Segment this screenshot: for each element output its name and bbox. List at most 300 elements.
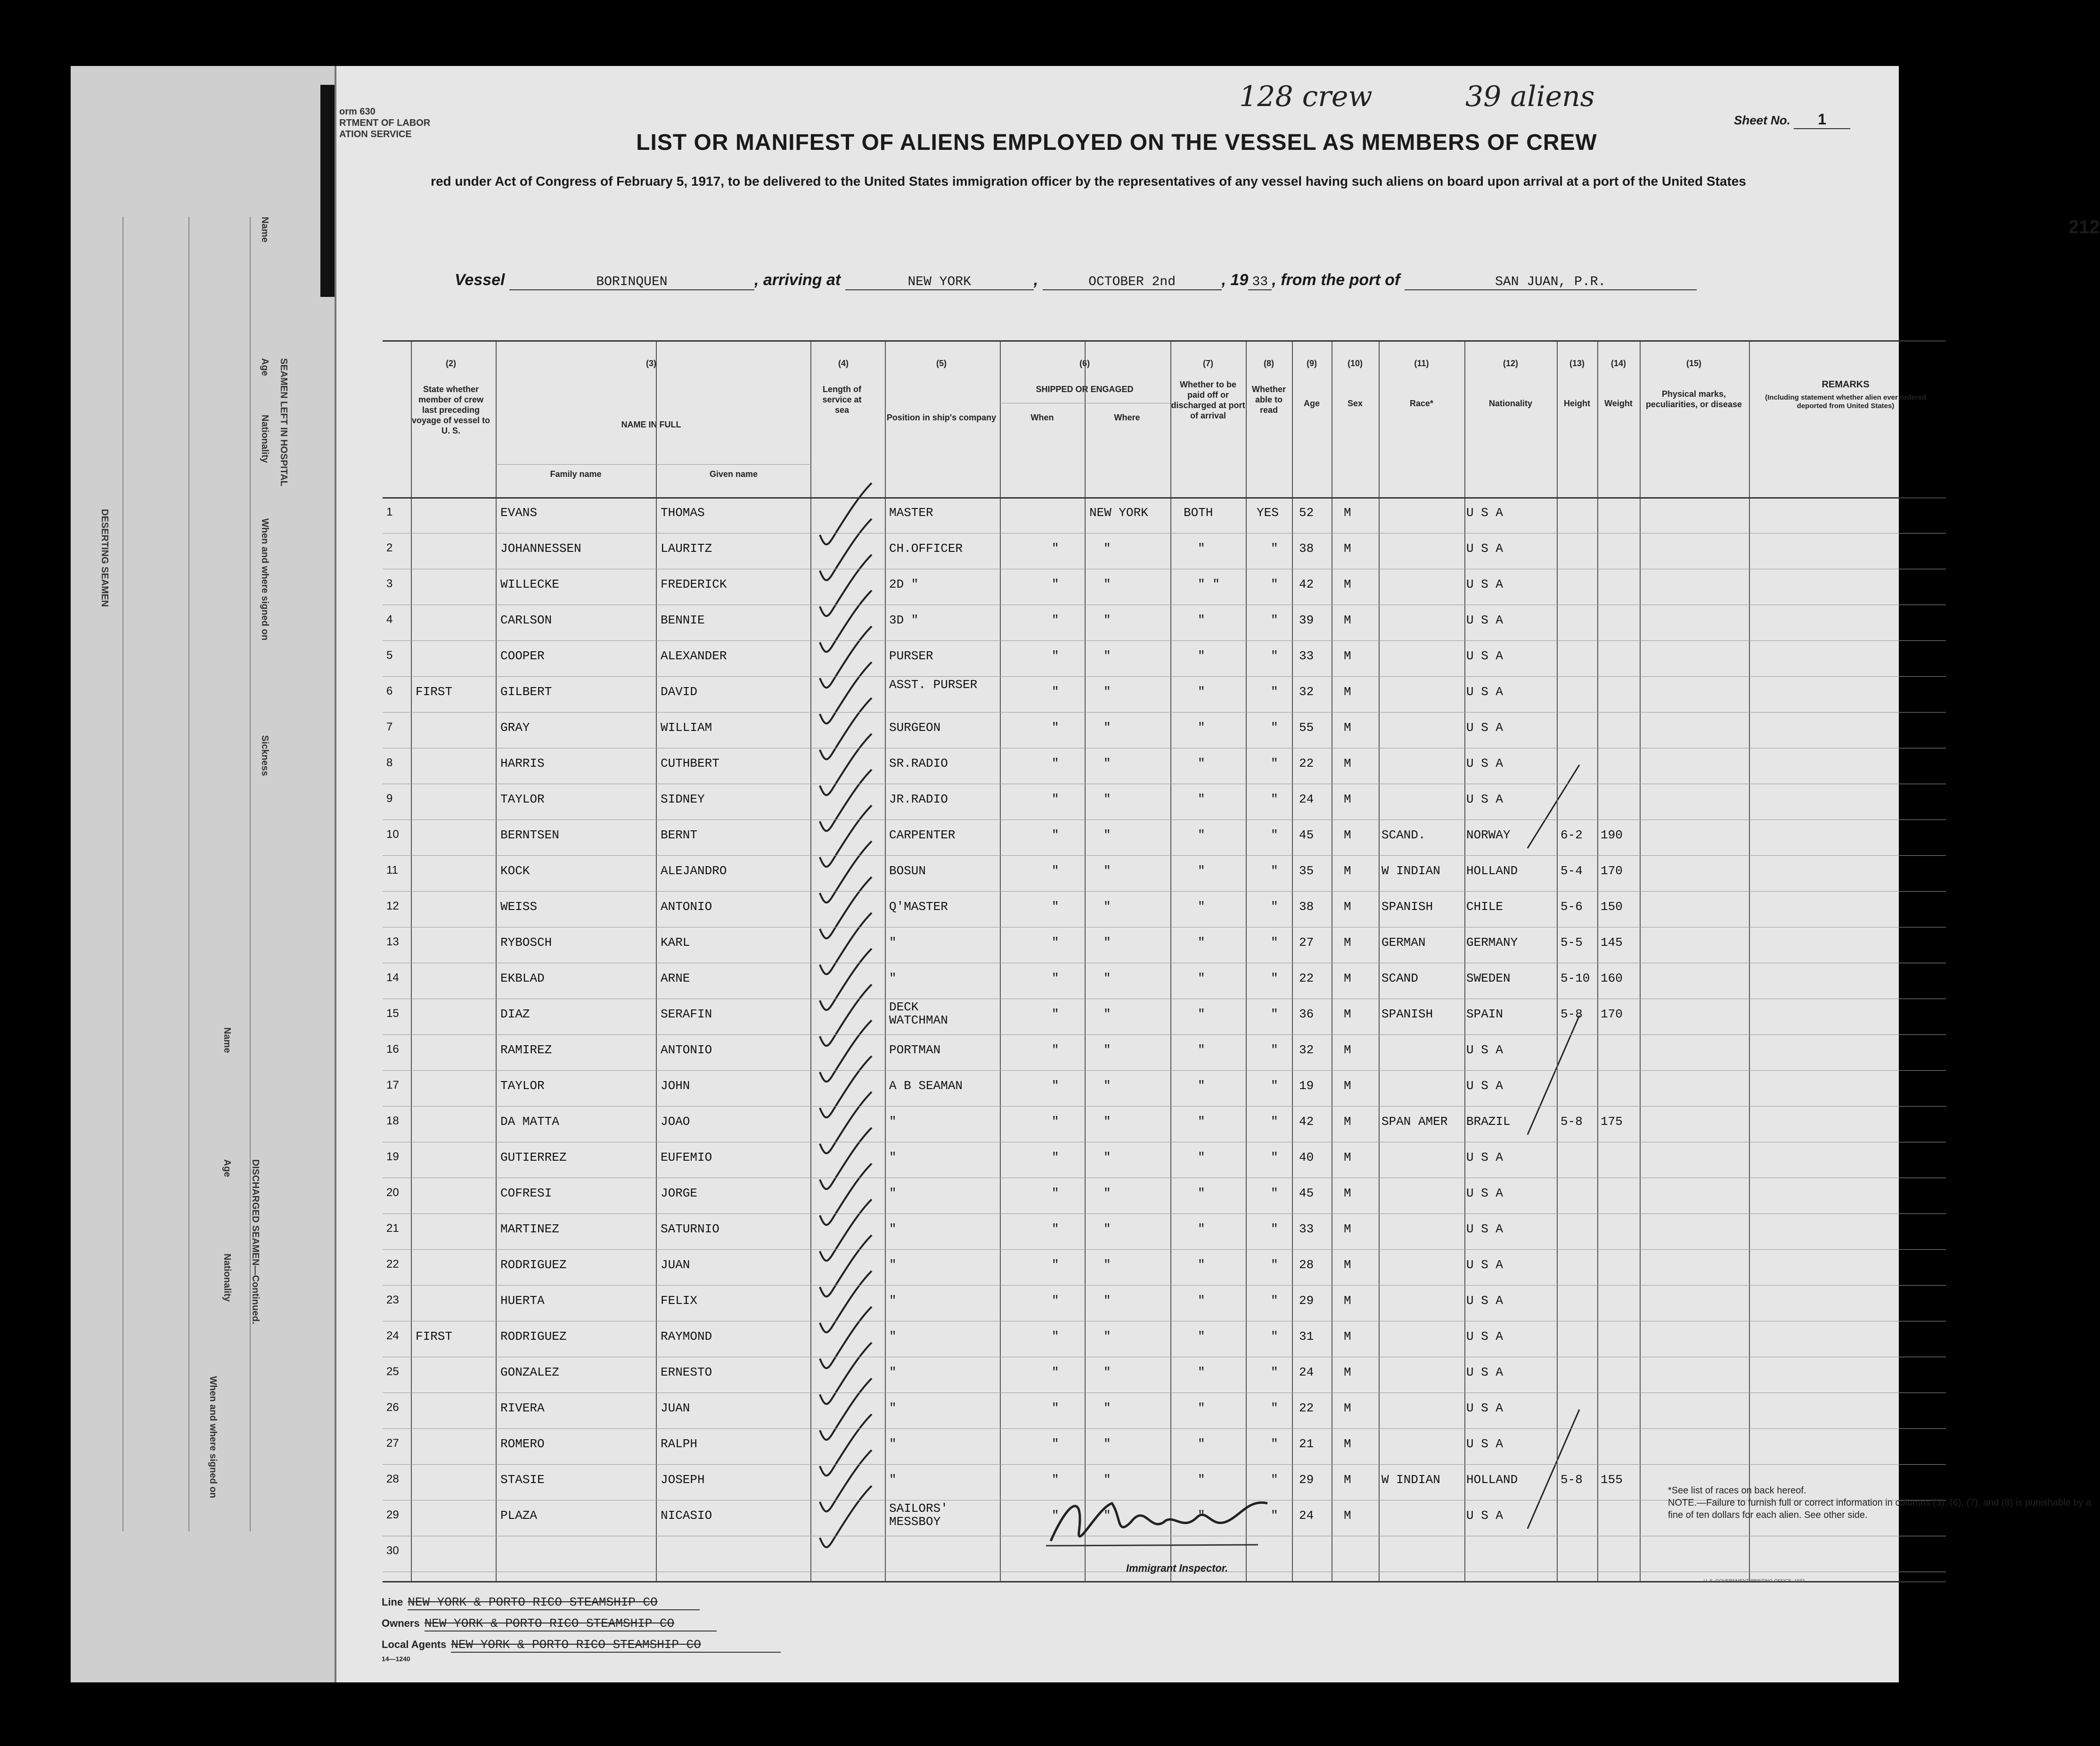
row-rule (383, 1285, 1946, 1286)
col-header-name: NAME IN FULL (621, 420, 681, 429)
check-mark (820, 698, 872, 759)
paid-off-cell: " (1198, 1258, 1205, 1272)
shipped-when-cell: " (1052, 864, 1059, 878)
row-number: 9 (386, 792, 393, 805)
shipped-when-cell: " (1052, 1401, 1059, 1415)
col-header-nationality: Nationality (1488, 399, 1532, 408)
age-cell: 36 (1299, 1007, 1314, 1021)
shipped-where-cell: " (1103, 1043, 1111, 1057)
position-cell: " (889, 1473, 897, 1487)
inspector-signature (1041, 1489, 1277, 1555)
footer-owners: Owners NEW YORK & PORTO RICO STEAMSHIP CO (382, 1616, 717, 1631)
handwritten-alien-count: 39 aliens (1465, 80, 1595, 113)
age-cell: 40 (1299, 1150, 1314, 1164)
flap-label: Age (260, 358, 270, 376)
prev-voyage-cell: FIRST (416, 685, 453, 699)
age-cell: 45 (1299, 828, 1314, 842)
sex-cell: M (1344, 1294, 1351, 1308)
nationality-cell: U S A (1466, 1508, 1504, 1523)
paid-off-cell: " (1198, 1329, 1205, 1344)
row-number: 30 (386, 1544, 399, 1557)
sex-cell: M (1344, 1365, 1351, 1379)
family-name-cell: RYBOSCH (500, 935, 552, 950)
sex-cell: M (1344, 1007, 1351, 1021)
nationality-cell: U S A (1466, 1294, 1504, 1308)
sex-cell: M (1344, 1043, 1351, 1057)
shipped-when-cell: " (1052, 828, 1059, 842)
position-cell: " (889, 1150, 897, 1164)
given-name-cell: KARL (661, 935, 690, 950)
row-number: 14 (386, 971, 399, 984)
flap-binding (320, 85, 335, 297)
able-to-read-cell: " (1271, 828, 1278, 842)
shipped-where-cell: " (1103, 900, 1111, 914)
shipped-when-cell: " (1052, 935, 1059, 950)
col-header-height: Height (1564, 399, 1590, 408)
able-to-read-cell: " (1271, 577, 1278, 591)
column-rule (1464, 342, 1465, 1581)
height-cell: 5-5 (1561, 935, 1583, 950)
check-mark (820, 1343, 872, 1404)
age-cell: 55 (1299, 721, 1314, 735)
family-name-cell: CARLSON (500, 613, 552, 627)
nationality-cell: U S A (1466, 1222, 1504, 1236)
race-cell: W INDIAN (1381, 864, 1440, 878)
given-name-cell: ALEJANDRO (661, 864, 727, 878)
nationality-cell: U S A (1466, 1365, 1504, 1379)
column-rule (1557, 342, 1558, 1581)
column-rule (1640, 342, 1641, 1581)
column-rule (496, 342, 497, 1581)
paid-off-cell: " (1198, 541, 1205, 556)
sex-cell: M (1344, 1079, 1351, 1093)
sex-cell: M (1344, 828, 1351, 842)
shipped-when-cell: " (1052, 721, 1059, 735)
position-cell: CH.OFFICER (889, 541, 963, 556)
able-to-read-cell: " (1271, 1508, 1278, 1523)
page-subtitle: red under Act of Congress of February 5, 1917, to be delivered to the United States immigration officer by the representatives of any vessel having such aliens on board upon arrival at a port of the United States (431, 174, 1746, 189)
nationality-cell: SPAIN (1466, 1007, 1504, 1021)
row-rule (383, 1106, 1946, 1107)
shipped-where-cell: " (1103, 577, 1111, 591)
paid-off-cell: " (1198, 900, 1205, 914)
flap-label: Age (222, 1159, 232, 1177)
able-to-read-cell: " (1271, 1329, 1278, 1344)
weight-cell: 150 (1601, 900, 1623, 914)
check-mark (820, 1056, 872, 1117)
weight-cell: 170 (1601, 1007, 1623, 1021)
age-cell: 39 (1299, 613, 1314, 627)
age-cell: 22 (1299, 756, 1314, 771)
position-cell: " (889, 1222, 897, 1236)
row-number: 2 (386, 541, 393, 554)
family-name-cell: DIAZ (500, 1007, 530, 1021)
col-header-physical: Physical marks, peculiarities, or disease (1645, 389, 1742, 409)
age-cell: 38 (1299, 541, 1314, 556)
agents-value: NEW YORK & PORTO RICO STEAMSHIP CO (451, 1638, 781, 1653)
shipped-when-cell: " (1052, 756, 1059, 771)
manifest-page (71, 66, 2100, 1682)
able-to-read-cell: " (1271, 721, 1278, 735)
arrival-year: 33 (1248, 275, 1272, 290)
check-mark (820, 662, 872, 723)
position-cell: " (889, 971, 897, 985)
age-cell: 24 (1299, 792, 1314, 806)
family-name-cell: WILLECKE (500, 577, 559, 591)
able-to-read-cell: " (1271, 1150, 1278, 1164)
row-number: 11 (386, 864, 398, 877)
row-number: 3 (386, 577, 393, 590)
position-cell: " (889, 1437, 897, 1451)
sex-cell: M (1344, 971, 1351, 985)
age-cell: 24 (1299, 1365, 1314, 1379)
paid-off-cell: " (1198, 1401, 1205, 1415)
age-cell: 33 (1299, 649, 1314, 663)
row-number: 17 (386, 1079, 399, 1091)
row-rule (383, 640, 1946, 641)
age-cell: 52 (1299, 506, 1314, 520)
check-mark (820, 984, 872, 1046)
nationality-cell: U S A (1466, 577, 1504, 591)
paid-off-cell: " (1198, 1115, 1205, 1129)
family-name-cell: RIVERA (500, 1401, 545, 1415)
flap-label: Sickness (260, 735, 270, 776)
position-cell: " (889, 1329, 897, 1344)
row-number: 8 (386, 756, 393, 769)
check-mark (820, 1307, 872, 1368)
able-to-read-cell: " (1271, 1258, 1278, 1272)
check-mark (820, 1092, 872, 1153)
given-name-cell: ANTONIO (661, 900, 712, 914)
shipped-where-cell: " (1103, 971, 1111, 985)
departure-port: SAN JUAN, P.R. (1405, 275, 1697, 290)
shipped-when-cell: " (1052, 685, 1059, 699)
nationality-cell: U S A (1466, 541, 1504, 556)
paid-off-cell: " (1198, 1007, 1205, 1021)
shipped-when-cell: " (1052, 971, 1059, 985)
paid-off-cell: " (1198, 1079, 1205, 1093)
given-name-cell: RAYMOND (661, 1329, 712, 1344)
row-number: 15 (386, 1007, 399, 1020)
side-flap (71, 66, 336, 1682)
given-name-cell: LAURITZ (661, 541, 712, 556)
able-to-read-cell: " (1271, 1473, 1278, 1487)
position-cell: CARPENTER (889, 828, 956, 842)
col-header-given: Given name (709, 469, 758, 479)
arrival-date: OCTOBER 2nd (1043, 275, 1222, 290)
row-number: 13 (386, 935, 399, 948)
shipped-where-cell: " (1103, 685, 1111, 699)
race-cell: SPANISH (1381, 900, 1433, 914)
nationality-cell: U S A (1466, 1150, 1504, 1164)
col-header-paid-off: Whether to be paid off or discharged at port of arrival (1171, 380, 1245, 420)
col-header-family: Family name (550, 469, 602, 479)
row-number: 22 (386, 1258, 399, 1271)
note-penalty: NOTE.—Failure to furnish full or correct information in columns (3), (6), (7), and (8) is punishable by a fine of ten dollars for each alien. See other side. (1668, 1498, 2092, 1520)
row-rule (383, 891, 1946, 892)
paid-off-cell: " (1198, 935, 1205, 950)
weight-cell: 145 (1601, 935, 1623, 950)
shipped-when-cell: " (1052, 900, 1059, 914)
paid-off-cell: " (1198, 649, 1205, 663)
able-to-read-cell: " (1271, 1401, 1278, 1415)
col-header-shipped: SHIPPED OR ENGAGED (1036, 385, 1134, 394)
shipped-when-cell: " (1052, 541, 1059, 556)
row-number: 4 (386, 613, 393, 626)
family-name-cell: GRAY (500, 721, 530, 735)
row-number: 12 (386, 900, 399, 912)
paid-off-cell: " (1198, 1294, 1205, 1308)
shipped-where-cell: " (1103, 541, 1111, 556)
paid-off-cell: " (1198, 971, 1205, 985)
check-mark (820, 1450, 872, 1511)
sex-cell: M (1344, 685, 1351, 699)
given-name-cell: ANTONIO (661, 1043, 712, 1057)
age-cell: 42 (1299, 1115, 1314, 1129)
col-header-prev-voyage: State whether member of crew last preceding voyage of vessel to U. S. (411, 385, 490, 435)
sex-cell: M (1344, 1222, 1351, 1236)
paid-off-cell: " (1198, 721, 1205, 735)
shipped-where-cell: " (1103, 1365, 1111, 1379)
shipped-where-cell: " (1103, 1222, 1111, 1236)
row-rule (383, 1070, 1946, 1071)
row-rule (383, 1428, 1946, 1429)
able-to-read-cell: " (1271, 756, 1278, 771)
check-mark (820, 1486, 872, 1547)
check-mark (820, 555, 872, 616)
shipped-where-cell: " (1103, 935, 1111, 950)
age-cell: 22 (1299, 971, 1314, 985)
row-rule (383, 712, 1946, 713)
check-mark (820, 734, 872, 795)
given-name-cell: SATURNIO (661, 1222, 719, 1236)
shipped-when-cell: " (1052, 1365, 1059, 1379)
flap-section-title: SEAMEN LEFT IN HOSPITAL (278, 358, 289, 486)
shipped-when-cell: " (1052, 792, 1059, 806)
height-cell: 5-4 (1561, 864, 1583, 878)
row-rule (383, 1249, 1946, 1250)
line-value: NEW YORK & PORTO RICO STEAMSHIP CO (408, 1595, 700, 1610)
manifest-sheet (335, 66, 2100, 1682)
age-cell: 31 (1299, 1329, 1314, 1344)
position-cell: " (889, 935, 897, 950)
family-name-cell: EVANS (500, 506, 538, 520)
shipped-where-cell: " (1103, 756, 1111, 771)
paid-off-cell: " (1198, 1043, 1205, 1057)
able-to-read-cell: " (1271, 1294, 1278, 1308)
given-name-cell: JUAN (661, 1258, 690, 1272)
column-rule (1085, 342, 1086, 1581)
position-cell: Q'MASTER (889, 900, 948, 914)
nationality-cell: U S A (1466, 1437, 1504, 1451)
form-number: orm 630 RTMENT OF LABOR ATION SERVICE (339, 107, 431, 139)
stamped-number: 212 (2068, 217, 2100, 238)
col-header-remarks: REMARKS (1822, 379, 1870, 390)
sex-cell: M (1344, 506, 1351, 520)
given-name-cell: CUTHBERT (661, 756, 719, 771)
weight-cell: 170 (1601, 864, 1623, 878)
flap-label: Name (222, 1027, 232, 1053)
given-name-cell: RALPH (661, 1437, 698, 1451)
paid-off-cell: " (1198, 1365, 1205, 1379)
age-cell: 22 (1299, 1401, 1314, 1415)
row-number: 24 (386, 1329, 399, 1342)
check-mark (820, 483, 872, 544)
able-to-read-cell: " (1271, 1365, 1278, 1379)
weight-cell: 155 (1601, 1473, 1623, 1487)
shipped-where-cell: " (1103, 1294, 1111, 1308)
row-number: 28 (386, 1473, 399, 1485)
row-rule (383, 1464, 1946, 1465)
shipped-when-cell: " (1052, 1007, 1059, 1021)
check-mark (820, 1271, 872, 1332)
paid-off-cell: " (1198, 792, 1205, 806)
paid-off-cell: " (1198, 1186, 1205, 1200)
nationality-cell: U S A (1466, 1329, 1504, 1344)
shipped-where-cell: " (1103, 828, 1111, 842)
family-name-cell: HARRIS (500, 756, 545, 771)
check-mark (820, 1414, 872, 1475)
sheet-number: Sheet No. 1 (1734, 111, 1850, 129)
able-to-read-cell: " (1271, 1115, 1278, 1129)
inspector-label: Immigrant Inspector. (1126, 1562, 1228, 1574)
check-mark (820, 949, 872, 1010)
family-name-cell: COFRESI (500, 1186, 552, 1200)
given-name-cell: DAVID (661, 685, 698, 699)
race-cell: SPAN AMER (1381, 1115, 1448, 1129)
family-name-cell: KOCK (500, 864, 530, 878)
check-mark (820, 1128, 872, 1189)
weight-cell: 160 (1601, 971, 1623, 985)
position-cell: DECK WATCHMAN (889, 1000, 948, 1027)
row-number: 21 (386, 1222, 399, 1235)
position-cell: " (889, 1365, 897, 1379)
sex-cell: M (1344, 541, 1351, 556)
shipped-where-cell: " (1103, 1186, 1111, 1200)
position-cell: SR.RADIO (889, 756, 948, 771)
crew-table: (2) State whether member of crew last preceding voyage of vessel to U. S. (3) NAME IN FULL Family name Given name (4) Length of service at sea (5) Position in ship's company (6) SHIPPED OR ENGAGED When Where (7) Whether to be paid off or discharged at port of arrival (8) Whether able to read (9) Age (10) Sex (11) Race* (12) Nationality (13) Height (14) Weight (15) Physical marks, peculiarities, or disease REMARKS (Including statement whether alien ever ordered deported from United States) 1 EVANS THOMAS MASTER NEW YORK BOTH YES 52 M U S A 2 JOHANNESSEN LAURITZ CH.OFFICER " " " " 38 M U S A 3 WILLECKE FREDERICK 2D " " " " " " 42 M U S A 4 CARLSON BENNIE 3D " " " " " 39 M U S A 5 COOPER ALEXANDER PURSER " " " " 33 M U S A 6 FIRST GILBERT DAVID ASST. PURSER " " " " 32 M U S A 7 GRAY WILLIAM SURGEON " " " " 55 M U S A 8 HARRIS CUTHBERT SR.RADIO " " " " 22 M U S A 9 TAYLOR SIDNEY JR.RADIO " " " " 24 M U S A 10 BERNTSEN BERNT CARPENTER " " " " 45 M SCAND. NORWAY 6-2 190 11 KOCK ALEJANDRO BOSUN " " " " 35 M W INDIAN HOLLAND 5-4 170 12 WEISS ANTONIO Q'MASTER " " " " 38 M SPANISH CHILE 5-6 150 13 RYBOSCH KARL " " " " " 27 M GERMAN GERMANY 5-5 145 14 EKBLAD ARNE " " " " " 22 M SCAND SWEDEN 5-10 160 15 DIAZ SERAFIN DECK WATCHMAN " " " " 36 M SPANISH SPAIN 5-8 170 16 RAMIREZ ANTONIO PORTMAN " " " " 32 M U S A 17 TAYLOR JOHN A B SEAMAN " " " " 19 M U S A 18 DA MATTA JOAO " " " " " 42 M SPAN AMER BRAZIL 5-8 175 19 GUTIERREZ EUFEMIO " " " " " 40 M U S A 20 COFRESI JORGE " " " " " 45 M U S A 21 MARTINEZ SATURNIO " " " " " 33 M U S A 22 RODRIGUEZ JUAN " " " " " 28 M U S A 23 HUERTA FELIX " " " " " 29 M U S A 24 FIRST RODRIGUEZ RAYMOND " " " " " 31 M U S A 25 GONZALEZ ERNESTO " " " " " 24 M U S A 26 RIVERA JUAN " " " " " 22 M U S A 27 ROMERO RALPH " " " " " 21 M U S A 28 STASIE JOSEPH " " " " " 29 M W INDIAN HOLLAND 5-8 155 29 PLAZA NICASIO SAILORS' MESSBOY " " " " 24 M U S A 30 (383, 340, 1946, 1582)
position-cell: " (889, 1115, 897, 1129)
nationality-cell: U S A (1466, 685, 1504, 699)
sex-cell: M (1344, 1508, 1351, 1523)
position-cell: PORTMAN (889, 1043, 941, 1057)
shipped-where-cell: " (1103, 792, 1111, 806)
shipped-where-cell: " (1103, 1329, 1111, 1344)
able-to-read-cell: YES (1257, 506, 1279, 520)
family-name-cell: TAYLOR (500, 792, 545, 806)
position-cell: 3D " (889, 613, 919, 627)
footer-line: Line NEW YORK & PORTO RICO STEAMSHIP CO (382, 1595, 700, 1610)
given-name-cell: ERNESTO (661, 1365, 712, 1379)
given-name-cell: FELIX (661, 1294, 698, 1308)
row-rule (383, 855, 1946, 856)
shipped-when-cell: " (1052, 1329, 1059, 1344)
position-cell: A B SEAMAN (889, 1079, 963, 1093)
flap-section-title: DESERTING SEAMEN (99, 509, 110, 607)
age-cell: 29 (1299, 1294, 1314, 1308)
arrival-port: NEW YORK (845, 275, 1034, 290)
row-number: 16 (386, 1043, 399, 1056)
row-rule (383, 1034, 1946, 1035)
age-cell: 32 (1299, 1043, 1314, 1057)
row-number: 7 (386, 721, 393, 733)
given-name-cell: BERNT (661, 828, 698, 842)
printer-imprint: U. S. GOVERNMENT PRINTING OFFICE: 1932 (1703, 1579, 1805, 1584)
age-cell: 21 (1299, 1437, 1314, 1451)
flap-label: Nationality (260, 415, 270, 463)
age-cell: 35 (1299, 864, 1314, 878)
nationality-cell: U S A (1466, 756, 1504, 771)
sex-cell: M (1344, 1258, 1351, 1272)
family-name-cell: GILBERT (500, 685, 552, 699)
shipped-where-cell: " (1103, 1007, 1111, 1021)
position-cell: ASST. PURSER (889, 678, 978, 692)
able-to-read-cell: " (1271, 900, 1278, 914)
nationality-cell: U S A (1466, 613, 1504, 627)
height-cell: 5-10 (1561, 971, 1590, 985)
age-cell: 33 (1299, 1222, 1314, 1236)
sex-cell: M (1344, 1329, 1351, 1344)
row-rule (383, 676, 1946, 677)
age-cell: 32 (1299, 685, 1314, 699)
position-cell: MASTER (889, 506, 933, 520)
given-name-cell: JOSEPH (661, 1473, 705, 1487)
sex-cell: M (1344, 1437, 1351, 1451)
row-number: 1 (386, 506, 393, 518)
prev-voyage-cell: FIRST (416, 1329, 453, 1344)
column-rule (1000, 342, 1001, 1581)
given-name-cell: JUAN (661, 1401, 690, 1415)
weight-cell: 175 (1601, 1115, 1623, 1129)
age-cell: 45 (1299, 1186, 1314, 1200)
sex-cell: M (1344, 649, 1351, 663)
row-number: 25 (386, 1365, 399, 1378)
age-cell: 38 (1299, 900, 1314, 914)
check-mark (820, 519, 872, 580)
footnotes (1668, 1484, 2092, 1521)
age-cell: 29 (1299, 1473, 1314, 1487)
col-header-sex: Sex (1347, 399, 1363, 408)
nationality-cell: U S A (1466, 1079, 1504, 1093)
nationality-cell: U S A (1466, 1401, 1504, 1415)
nationality-cell: HOLLAND (1466, 864, 1518, 878)
check-mark (820, 770, 872, 831)
sex-cell: M (1344, 613, 1351, 627)
row-rule (383, 1213, 1946, 1214)
able-to-read-cell: " (1271, 792, 1278, 806)
given-name-cell: SERAFIN (661, 1007, 712, 1021)
shipped-where-cell: NEW YORK (1089, 506, 1148, 520)
paid-off-cell: " (1198, 864, 1205, 878)
position-cell: SURGEON (889, 721, 941, 735)
given-name-cell: BENNIE (661, 613, 705, 627)
column-rule (1170, 342, 1171, 1581)
column-rule (656, 342, 657, 1581)
given-name-cell: JORGE (661, 1186, 698, 1200)
age-cell: 24 (1299, 1508, 1314, 1523)
shipped-where-cell: " (1103, 1150, 1111, 1164)
weight-cell: 190 (1601, 828, 1623, 842)
check-mark (820, 590, 872, 652)
slash-mark (1528, 1410, 1579, 1529)
col-header-read: Whether able to read (1252, 385, 1286, 415)
shipped-where-cell: " (1103, 613, 1111, 627)
shipped-where-cell: " (1103, 864, 1111, 878)
shipped-where-cell: " (1103, 1258, 1111, 1272)
row-number: 10 (386, 828, 399, 841)
shipped-when-cell: " (1052, 1294, 1059, 1308)
family-name-cell: MARTINEZ (500, 1222, 559, 1236)
